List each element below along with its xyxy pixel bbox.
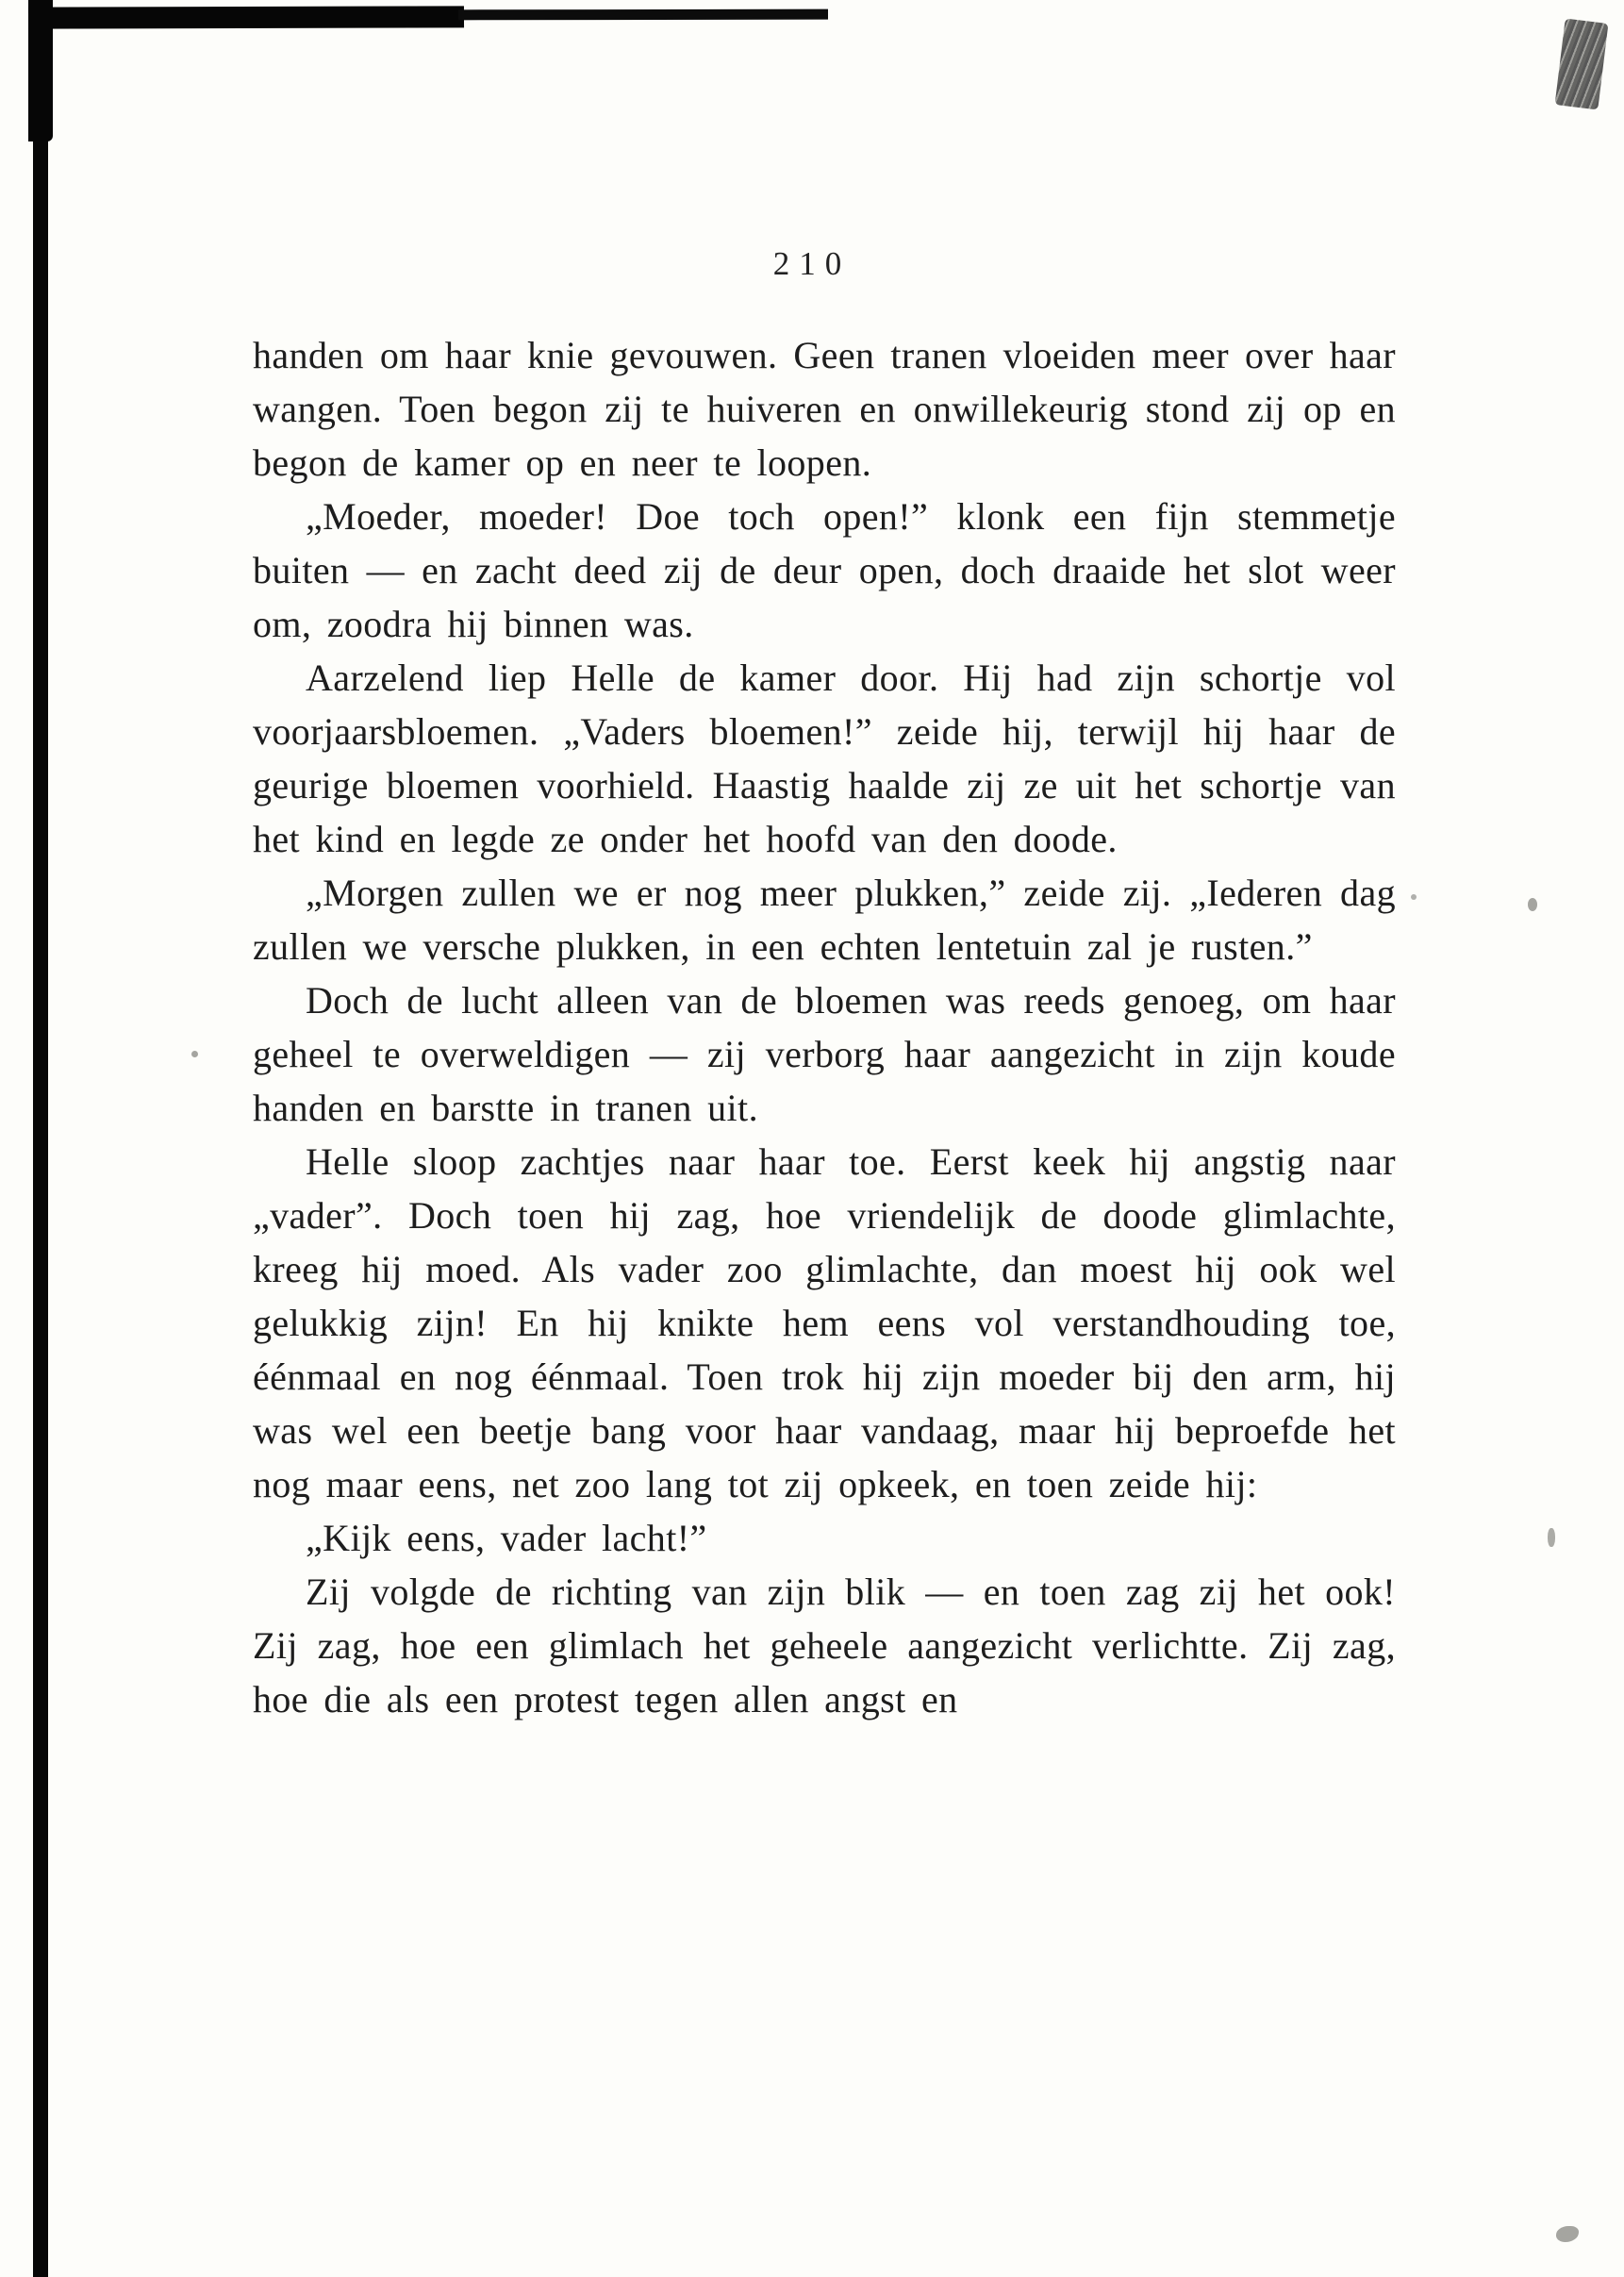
paragraph: „Moeder, moeder! Doe toch open!” klonk een fijn stemmetje buiten — en zacht deed zij de deur open, doch draaide het slot weer om, zoodra hij binnen was.: [253, 495, 1396, 645]
scan-artifact-speck: [1528, 898, 1537, 911]
paragraph: Aarzelend liep Helle de kamer door. Hij had zijn schortje vol voorjaarsbloemen. „Vaders bloemen!” zeide hij, terwijl hij haar de geurige bloemen voorhield. Haastig haalde zij ze uit het schortje van het kind en legde ze onder het hoofd van den doode.: [253, 657, 1396, 860]
scan-artifact-speck: [1411, 894, 1417, 900]
paragraph: Zij volgde de richting van zijn blik — en toen zag zij het ook! Zij zag, hoe een glimlach het geheele aangezicht verlichtte. Zij zag, hoe die als een protest tegen allen angst en: [253, 1571, 1396, 1720]
scan-artifact-corner-smudge: [1555, 19, 1609, 110]
scan-artifact-speck: [1548, 1528, 1555, 1547]
scan-artifact-left-edge: [33, 0, 48, 2277]
paragraph: handen om haar knie gevouwen. Geen tranen vloeiden meer over haar wangen. Toen begon zij te huiveren en onwillekeurig stond zij op en begon de kamer op en neer te loopen.: [253, 334, 1396, 484]
paragraph: Doch de lucht alleen van de bloemen was reeds genoeg, om haar geheel te overweldigen — zij verborg haar aangezicht in zijn koude handen en barstte in tranen uit.: [253, 979, 1396, 1129]
paragraph: „Kijk eens, vader lacht!”: [306, 1517, 707, 1559]
scan-artifact-top-bar: [28, 6, 464, 28]
paragraph: „Morgen zullen we er nog meer plukken,” zeide zij. „Iederen dag zullen we versche plukken, in een echten lentetuin zal je rusten.”: [253, 872, 1396, 968]
page-text-block: [253, 328, 1396, 1726]
scan-artifact-top-bar-thin: [458, 9, 828, 21]
page-number: 210: [772, 245, 852, 282]
scan-artifact-speck: [1556, 2226, 1579, 2242]
paragraph: Helle sloop zachtjes naar haar toe. Eerst keek hij angstig naar „vader”. Doch toen hij zag, hoe vriendelijk de doode glimlachte, kreeg hij moed. Als vader zoo glimlachte, dan moest hij ook wel gelukkig zijn! En hij knikte hem eens vol verstandhouding toe, éénmaal en nog éénmaal. Toen trok hij zijn moeder bij den arm, hij was wel een beetje bang voor haar vandaag, maar hij beproefde het nog maar eens, net zoo lang tot zij opkeek, en toen zeide hij:: [253, 1140, 1396, 1505]
scan-artifact-speck: [191, 1051, 198, 1057]
